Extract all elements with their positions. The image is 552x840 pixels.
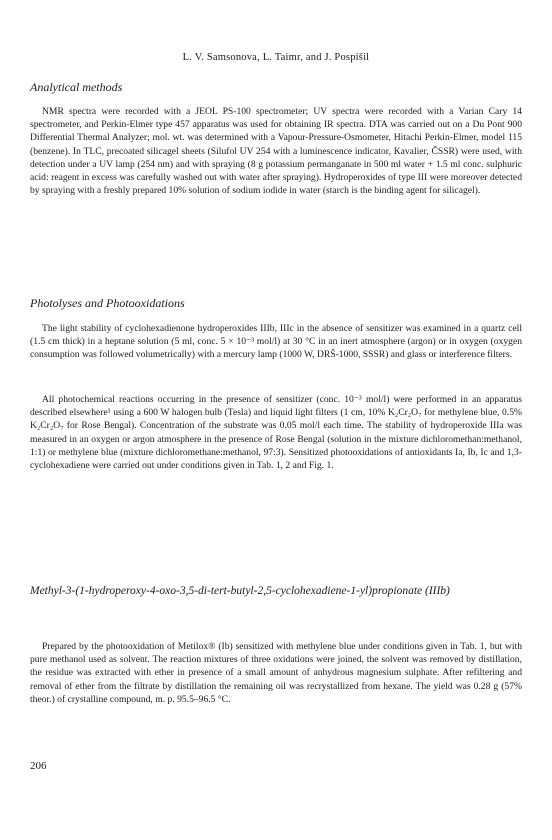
paragraph-photolyses-1: The light stability of cyclohexadienone hydroperoxides IIIb, IIIc in the absence of sensitizer was examined in a quartz cell (1.5 cm thick) in a heptane solution (5 ml, conc. 5 × 10⁻³ mol/l) at 30 °C in an inert atmosphere (argon) or in oxygen (oxygen consumption was followed volumetrically) with a mercury lamp (1000 W, DRŠ-1000, SSSR) and glass or interference filters. (30, 323, 522, 361)
paragraph-compound-preparation: Prepared by the photooxidation of Metilox® (Ib) sensitized with methylene blue under conditions given in Tab. 1, but with pure methanol used as solvent. The reaction mixtures of three oxidations were joined, the solvent was removed by distillation, the residue was extracted with ether in presence of a small amount of anhydrous magnesium sulphate. After refiltering and removal of ether from the filtrate by distillation the remaining oil was recrystallized from hexane. The yield was 0.28 g (57% theor.) of crystalline compound, m. p. 95.5–96.5 °C. (30, 641, 522, 705)
section-title-photolyses: Photolyses and Photooxidations (30, 296, 185, 310)
paragraph-photolyses-2: All photochemical reactions occurring in the presence of sensitizer (conc. 10⁻³ mol/l) were performed in an apparatus described elsewhere¹ using a 600 W halogen bulb (Tesla) and liquid light filters (1 cm, 10% K₂Cr₂O₇ for methylene blue, 0.5% K₂Cr₂O₇ for Rose Bengal). Concentration of the substrate was 0.05 mol/l each time. The stability of hydroperoxide IIIa was measured in an oxygen or argon atmosphere in the presence of Rose Bengal (solution in the mixture dichloromethan:methanol, 1:1) or methylene blue (mixture dichloromethane:methanol, 97:3). Sensitized photooxidations of antioxidants Ia, Ib, Ic and 1,3-cyclohexadiene were carried out under conditions given in Tab. 1, 2 and Fig. 1. (30, 394, 522, 472)
page-number: 206 (30, 760, 47, 772)
running-header-authors: L. V. Samsonova, L. Taimr, and J. Pospíšil (182, 52, 370, 63)
section-title-analytical-methods: Analytical methods (30, 80, 123, 94)
paragraph-analytical-methods: NMR spectra were recorded with a JEOL PS-100 spectrometer; UV spectra were recorded with a Varian Cary 14 spectrometer, and Perkin-Elmer type 457 apparatus was used for obtaining IR spectra. DTA was carried out on a Du Pont 900 Differential Thermal Analyzer; mol. wt. was determined with a Vapour-Pressure-Osmometer, Hitachi Perkin-Elmer, model 115 (benzene). In TLC, precoated silicagel sheets (Silufol UV 254 with a luminescence indicator, Kavalier, ČSSR) were used, with detection under a UV lamp (254 nm) and with spraying (8 g potassium permanganate in 500 ml water + 1.5 ml conc. sulphuric acid: reagent in excess was carefully washed out with water after spraying). Hydroperoxides of type III were moreover detected by spraying with a freshly prepared 10% solution of sodium iodide in water (starch is the binding agent for silicagel). (30, 106, 522, 197)
compound-heading-IIIb: Methyl-3-(1-hydroperoxy-4-oxo-3,5-di-tert-butyl-2,5-cyclohexadiene-1-yl)propionate (IIIb) (30, 585, 450, 597)
